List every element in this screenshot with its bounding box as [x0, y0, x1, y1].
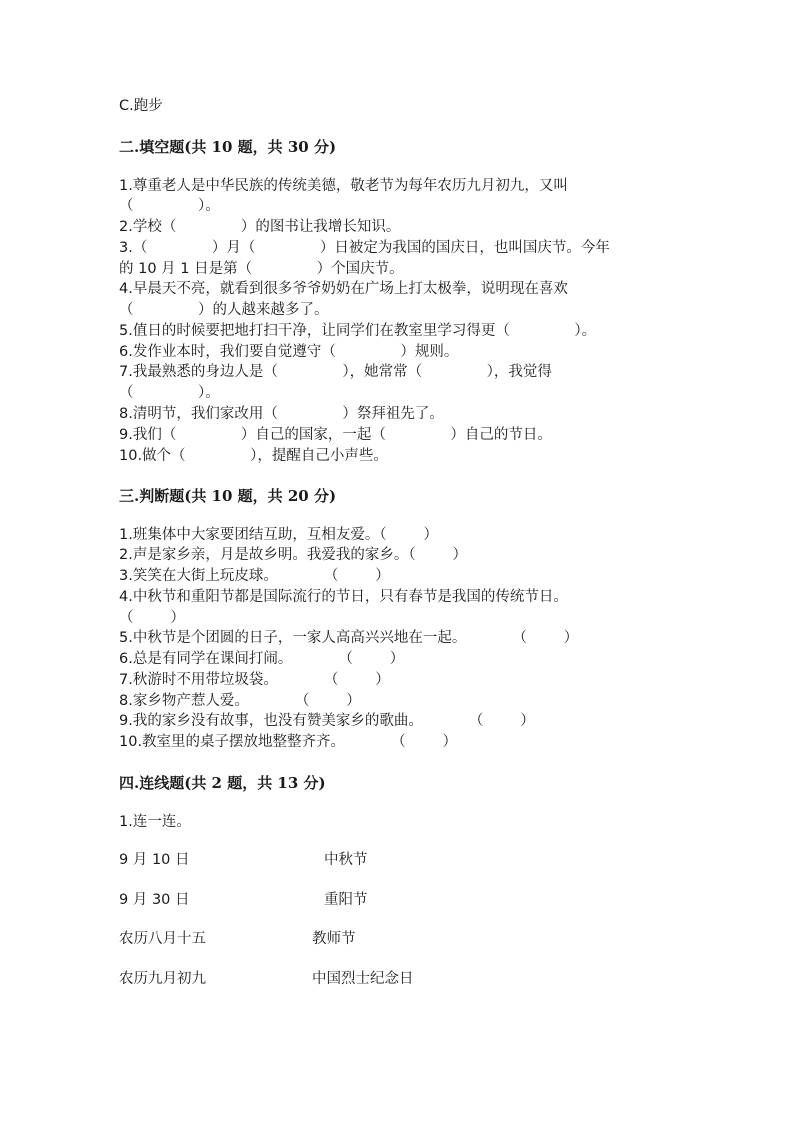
judgement-line: 2.声是家乡亲，月是故乡明。我爱我的家乡。（ ）: [119, 547, 467, 563]
judgement-line: 7.秋游时不用带垃圾袋。 （ ）: [119, 672, 390, 688]
matching-left-item: 9 月 10 日: [119, 852, 190, 868]
judgement-line: 8.家乡物产惹人爱。 （ ）: [119, 693, 361, 709]
judgement-line: 10.教室里的桌子摆放地整整齐齐。 （ ）: [119, 734, 458, 750]
section-heading-judgement: 三.判断题(共 10 题，共 20 分): [119, 487, 337, 505]
judgement-line: 3.笑笑在大街上玩皮球。 （ ）: [119, 568, 390, 584]
judgement-line: 4.中秋节和重阳节都是国际流行的节日，只有春节是我国的传统节日。: [119, 589, 568, 605]
matching-left-item: 农历八月十五: [119, 931, 206, 947]
matching-right-item: 重阳节: [324, 892, 368, 908]
fill-blank-line: 的 10 月 1 日是第（ ）个国庆节。: [119, 261, 404, 277]
matching-left-item: 9 月 30 日: [119, 892, 190, 908]
fill-blank-line: （ ）。: [119, 385, 220, 401]
fill-blank-line: （ ）。: [119, 198, 220, 214]
fill-blank-line: 9.我们（ ）自己的国家，一起（ ）自己的节日。: [119, 427, 552, 443]
prev-option: C.跑步: [119, 98, 163, 114]
judgement-line: 6.总是有同学在课间打闹。 （ ）: [119, 651, 405, 667]
matching-right-item: 教师节: [312, 931, 356, 947]
matching-right-item: 中国烈士纪念日: [312, 971, 414, 987]
judgement-line: 5.中秋节是个团圆的日子，一家人高高兴兴地在一起。 （ ）: [119, 630, 579, 646]
fill-blank-line: 8.清明节，我们家改用（ ）祭拜祖先了。: [119, 406, 444, 422]
judgement-line: 9.我的家乡没有故事，也没有赞美家乡的歌曲。 （ ）: [119, 713, 535, 729]
fill-blank-line: （ ）的人越来越多了。: [119, 302, 329, 318]
fill-blank-line: 3.（ ）月（ ）日被定为我国的国庆日，也叫国庆节。今年: [119, 240, 610, 256]
fill-blank-line: 4.早晨天不亮，就看到很多爷爷奶奶在广场上打太极拳，说明现在喜欢: [119, 281, 568, 297]
fill-blank-line: 6.发作业本时，我们要自觉遵守（ ）规则。: [119, 344, 459, 360]
matching-left-item: 农历九月初九: [119, 971, 206, 987]
judgement-line: 1.班集体中大家要团结互助，互相友爱。（ ）: [119, 527, 438, 543]
fill-blank-line: 5.值日的时候要把地打扫干净，让同学们在教室里学习得更（ ）。: [119, 323, 597, 339]
section-heading-fill-blank: 二.填空题(共 10 题，共 30 分): [119, 138, 337, 156]
matching-prompt: 1.连一连。: [119, 814, 191, 830]
judgement-line: （ ）: [119, 610, 185, 626]
fill-blank-line: 10.做个（ ），提醒自己小声些。: [119, 448, 388, 464]
fill-blank-line: 2.学校（ ）的图书让我增长知识。: [119, 219, 401, 235]
fill-blank-line: 1.尊重老人是中华民族的传统美德，敬老节为每年农历九月初九，又叫: [119, 178, 568, 194]
matching-right-item: 中秋节: [324, 852, 368, 868]
section-heading-matching: 四.连线题(共 2 题，共 13 分): [119, 774, 326, 792]
fill-blank-line: 7.我最熟悉的身边人是（ ），她常常（ ），我觉得: [119, 364, 552, 380]
